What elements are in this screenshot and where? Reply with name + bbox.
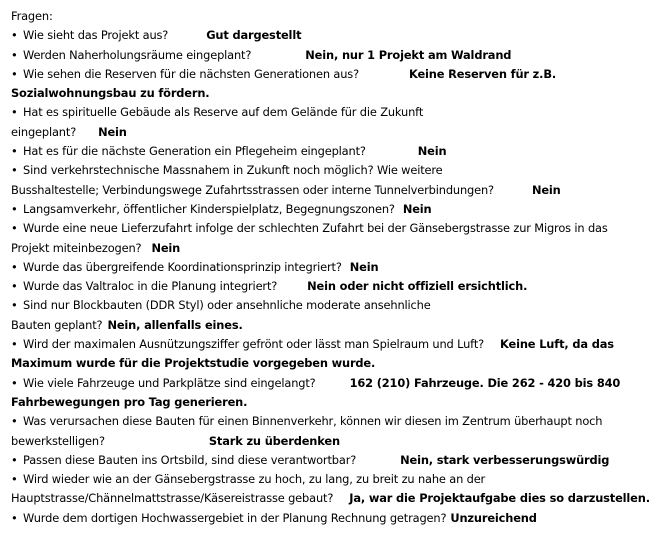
question-text: bewerkstelligen? bbox=[11, 433, 105, 448]
question-text: Werden Naherholungsräume eingeplant? bbox=[23, 47, 252, 62]
bullet: • bbox=[11, 337, 18, 352]
answer-text: Nein oder nicht offiziell ersichtlich. bbox=[307, 279, 528, 294]
question-text: Wie sieht das Projekt aus? bbox=[23, 28, 169, 43]
question-text: Wie viele Fahrzeuge und Parkplätze sind eingelangt? bbox=[23, 375, 316, 390]
question-text: Wurde eine neue Lieferzufahrt infolge der schlechten Zufahrt bei der Gänsebergstrasse zur Migros in das bbox=[23, 221, 608, 236]
answer-text: Nein, allenfalls eines. bbox=[107, 317, 243, 332]
answer-text: Nein bbox=[151, 240, 181, 255]
bullet: • bbox=[11, 375, 18, 390]
list-item-continuation bbox=[11, 354, 661, 373]
bullet: • bbox=[11, 28, 18, 43]
bullet: • bbox=[11, 201, 18, 216]
answer-text: Nein bbox=[417, 144, 447, 159]
list-item bbox=[11, 374, 661, 393]
list-item bbox=[11, 412, 661, 431]
question-text: Wird der maximalen Ausnützungsziffer gefrönt oder lässt man Spielraum und Luft? bbox=[23, 337, 485, 352]
bullet: • bbox=[11, 221, 18, 236]
answer-text: Unzureichend bbox=[450, 510, 537, 525]
list-item bbox=[11, 200, 661, 219]
list-item bbox=[11, 277, 661, 296]
list-item-continuation bbox=[11, 489, 661, 508]
list-item bbox=[11, 65, 661, 84]
list-item bbox=[11, 258, 661, 277]
answer-text: Keine Reserven für z.B. bbox=[408, 66, 557, 81]
bullet: • bbox=[11, 66, 18, 81]
question-text: eingeplant? bbox=[11, 124, 77, 139]
bullet: • bbox=[11, 472, 18, 487]
bullet: • bbox=[11, 259, 18, 274]
bullet: • bbox=[11, 105, 18, 120]
answer-text: Gut dargestellt bbox=[206, 28, 302, 43]
list-item-continuation bbox=[11, 316, 661, 335]
answer-text: Ja, war die Projektaufgabe dies so darzustellen. bbox=[349, 491, 650, 506]
list-item bbox=[11, 142, 661, 161]
question-text: Hat es für die nächste Generation ein Pflegeheim eingeplant? bbox=[23, 144, 366, 159]
list-item bbox=[11, 103, 661, 122]
list-item-continuation bbox=[11, 181, 661, 200]
list-item bbox=[11, 509, 661, 528]
list-item bbox=[11, 335, 661, 354]
list-item-continuation bbox=[11, 123, 661, 142]
answer-text: Nein bbox=[349, 259, 379, 274]
bullet: • bbox=[11, 163, 18, 178]
list-item bbox=[11, 451, 661, 470]
answer-text: Nein bbox=[98, 124, 127, 139]
answer-text: Stark zu überdenken bbox=[208, 433, 340, 448]
list-item bbox=[11, 296, 661, 315]
document-heading: Fragen: bbox=[11, 9, 53, 23]
question-text: Hauptstrasse/Chännelmattstrasse/Käsereistrasse gebaut? bbox=[11, 491, 334, 506]
question-text: Was verursachen diese Bauten für einen Binnenverkehr, können wir diesen im Zentrum überhaupt noch bbox=[23, 414, 603, 429]
question-text: Projekt miteinbezogen? bbox=[11, 240, 142, 255]
answer-text: Maximum wurde für die Projektstudie vorgegeben wurde. bbox=[11, 356, 376, 371]
question-text: Hat es spirituelle Gebäude als Reserve auf dem Gelände für die Zukunft bbox=[23, 105, 424, 120]
list-item bbox=[11, 26, 661, 45]
bullet: • bbox=[11, 47, 18, 62]
list-item-continuation bbox=[11, 432, 661, 451]
question-text: Wird wieder wie an der Gänsebergstrasse zu hoch, zu lang, zu breit zu nahe an der bbox=[23, 472, 486, 487]
answer-text: Keine Luft, da das bbox=[500, 337, 614, 352]
list-item bbox=[11, 46, 661, 65]
answer-text: Nein, stark verbesserungswürdig bbox=[400, 452, 610, 467]
list-item bbox=[11, 219, 661, 238]
bullet: • bbox=[11, 452, 18, 467]
answer-text: Nein bbox=[531, 182, 561, 197]
list-item-continuation bbox=[11, 84, 661, 103]
question-text: Sind nur Blockbauten (DDR Styl) oder ansehnliche moderate ansehnliche bbox=[23, 298, 431, 313]
question-text: Wurde das Valtraloc in die Planung integriert? bbox=[23, 279, 278, 294]
bullet: • bbox=[11, 144, 18, 159]
list-item bbox=[11, 470, 661, 489]
answer-text: Nein, nur 1 Projekt am Waldrand bbox=[305, 47, 512, 62]
bullet: • bbox=[11, 510, 18, 525]
answer-text: Nein bbox=[402, 201, 432, 216]
document-body bbox=[11, 7, 661, 528]
bullet: • bbox=[11, 279, 18, 294]
question-text: Sind verkehrstechnische Massnahem in Zukunft noch möglich? Wie weitere bbox=[23, 163, 443, 178]
question-text: Bauten geplant? bbox=[11, 317, 103, 332]
question-text: Wurde dem dortigen Hochwassergebiet in der Planung Rechnung getragen? bbox=[23, 510, 447, 525]
bullet: • bbox=[11, 414, 18, 429]
answer-text: Fahrbewegungen pro Tag generieren. bbox=[11, 394, 248, 409]
list-item bbox=[11, 161, 661, 180]
bullet: • bbox=[11, 298, 18, 313]
question-text: Wurde das übergreifende Koordinationsprinzip integriert? bbox=[23, 259, 342, 274]
list-item-continuation bbox=[11, 393, 661, 412]
list-item-continuation bbox=[11, 239, 661, 258]
question-text: Langsamverkehr, öffentlicher Kinderspielplatz, Begegnungszonen? bbox=[23, 201, 395, 216]
question-text: Busshaltestelle; Verbindungswege Zufahrtsstrassen oder interne Tunnelverbindungen? bbox=[11, 182, 494, 197]
answer-text: 162 (210) Fahrzeuge. Die 262 - 420 bis 840 bbox=[349, 375, 621, 390]
question-text: Passen diese Bauten ins Ortsbild, sind diese verantwortbar? bbox=[23, 452, 357, 467]
question-text: Wie sehen die Reserven für die nächsten Generationen aus? bbox=[23, 66, 359, 81]
answer-text: Sozialwohnungsbau zu fördern. bbox=[11, 86, 210, 101]
